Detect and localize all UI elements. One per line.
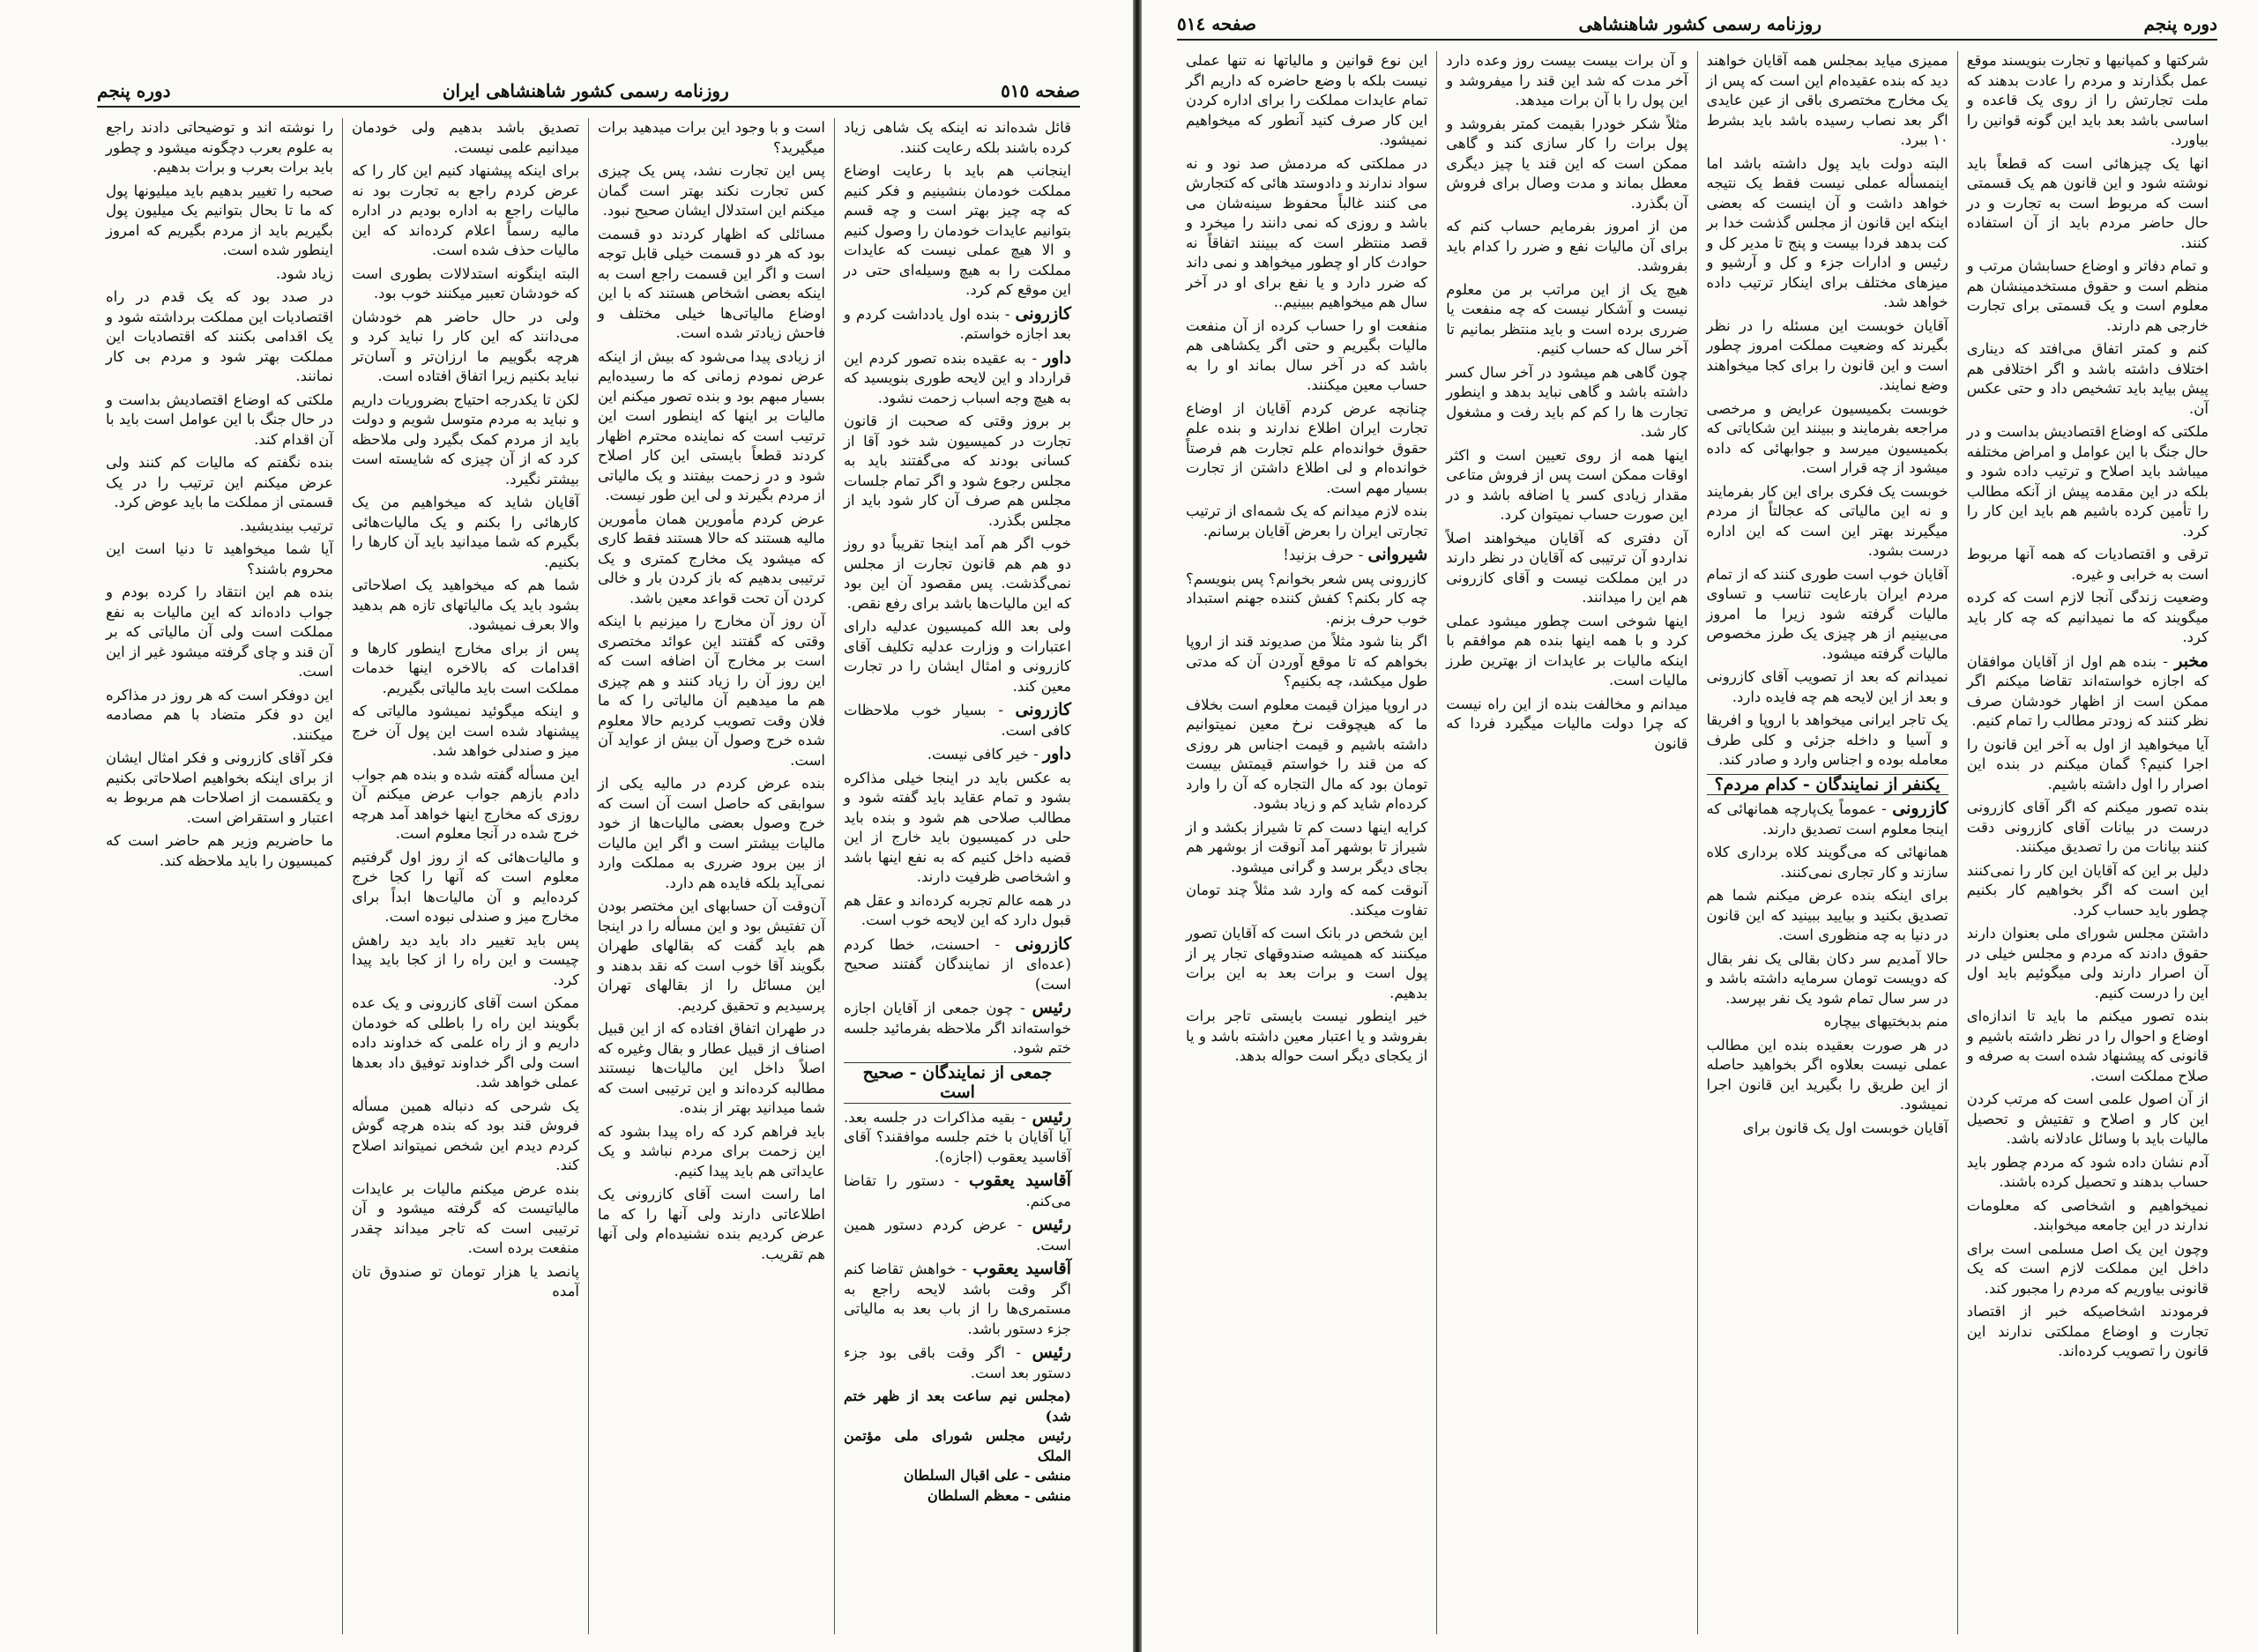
paragraph-text: عموماً یک‌پارچه همانهائی که اینجا معلوم است تصدیق دارند.	[1706, 800, 1948, 837]
text-column	[1957, 51, 2217, 1634]
body-paragraph	[1707, 711, 1948, 770]
body-paragraph	[352, 493, 579, 572]
paragraph-text: از زیادی پیدا می‌شود که بیش از اینکه عرض نمودم زمانی که ما رسیده‌ایم بسیار مبهم بود و بنده تصور میکنم این مالیات بر اینها که اینطور است این ترتیب است که نماینده محترم اظهار کردند قطعاً بایستی این کار اصلاح شود و در زحمت بیفتند و یک مالیاتی از مردم بگیرند و لی این طور نیست.	[598, 347, 825, 503]
paragraph-text: اگر وقت باقی بود جزء دستور بعد است.	[844, 1344, 1071, 1381]
paragraph-text: ممیزی میاید بمجلس همه آقایان خواهند دید که بنده عقیده‌ام این است که پس از یک مخارج مختصری باقی از عین عایدی اگر بعد نصاب رسیده باشد باید بشرط ۱۰ ببرد.	[1706, 52, 1948, 148]
paragraph-text: آقایان خوب است طوری کنند که از تمام مردم ایران بارعایت تناسب و تساوی مالیات گرفته شود زیرا ما امروز می‌بینیم از هر چیزی یک طرز مخصوص مالیات گرفته میشود.	[1706, 565, 1948, 662]
body-paragraph	[1707, 482, 1948, 562]
body-paragraph	[1186, 818, 1427, 878]
book-gutter	[1133, 0, 1142, 1652]
paragraph-text: منفعت او را حساب کرده از آن منفعت مالیات بگیریم و حتی اگر یکشاهی هم باشد که در آخر سال بماند او را به حساب معین میکنند.	[1186, 316, 1428, 393]
body-paragraph	[106, 517, 333, 537]
paragraph-text: نمیدانم که بعد از تصویب آقای کازرونی و بعد از این لایحه هم چه فایده دارد.	[1706, 668, 1948, 705]
body-paragraph	[352, 1179, 579, 1259]
body-paragraph	[1967, 735, 2209, 795]
right-page-title: روزنامه رسمی کشور شاهنشاهی	[1578, 13, 1821, 34]
paragraph-text: خیر اینطور نیست بایستی تاجر برات بفروشد و یا اعتبار معین داشته باشد و یا از یکجای دیگر است حواله بدهد.	[1186, 1008, 1428, 1064]
paragraph-text: در اروپا میزان قیمت معلوم است بخلاف ما که هیچوقت نرخ معین نمیتوانیم داشته باشیم و قیمت اجناس هر روزی که من قند را خواستم قیمتش بیست تومان بود که مال التجاره که آن را وارد کرده‌ام شاید کم و زیاد بشود.	[1186, 696, 1428, 812]
paragraph-text: فکر آقای کازرونی و فکر امثال ایشان از برای اینکه بخواهیم اصلاحاتی بکنیم و یکقسمت از اصلاحات هم مربوط به اعتبار و استقراض است.	[106, 749, 333, 826]
body-paragraph	[598, 1185, 825, 1264]
body-paragraph	[352, 1097, 579, 1176]
paragraph-text: عرض کردم مأمورین همان مأمورین مالیه هستند که حالا هستند فقط کاری که میشود یک مخارج کمتری و یک ترتیبی بدهیم که باز کردن بار و خالی کردن آن تحت قواعد معین باشد.	[598, 510, 825, 606]
body-paragraph	[598, 774, 825, 893]
paragraph-text: چنانچه عرض کردم آقایان از اوضاع تجارت ایران اطلاع ندارند و بنده علم حقوق خوانده‌ام علم تجارت هم فرصتاً خوانده‌ام و لی اطلاع داشتن از تجارت بسیار مهم است.	[1186, 399, 1428, 496]
left-page-volume: دوره پنجم	[97, 80, 171, 101]
body-paragraph	[1446, 363, 1687, 443]
left-page-title: روزنامه رسمی کشور شاهنشاهی ایران	[442, 80, 729, 101]
speaker-name: رئیس	[1032, 1343, 1071, 1362]
body-paragraph	[106, 182, 333, 261]
body-paragraph	[1186, 399, 1427, 499]
body-paragraph	[844, 891, 1071, 931]
body-paragraph	[1707, 1012, 1948, 1032]
speaker-paragraph	[844, 998, 1071, 1059]
speaker-separator: -	[1013, 1000, 1032, 1016]
body-paragraph	[1446, 612, 1687, 691]
speaker-paragraph	[844, 934, 1071, 995]
right-page-volume: دوره پنجم	[2143, 13, 2217, 34]
body-paragraph	[1186, 1007, 1427, 1067]
paragraph-text: نمیخواهیم و اشخاصی که معلومات ندارند در این جامعه میخوابند.	[1966, 1196, 2209, 1233]
body-paragraph	[106, 748, 333, 828]
speaker-separator: -	[956, 1261, 973, 1277]
paragraph-text: پس از برای مخارج اینطور کارها و اقدامات که بالاخره اینها خدمات مملکت است باید مالیاتی بگیریم.	[352, 639, 579, 696]
paragraph-text: البته دولت باید پول داشته باشد اما اینمسأله عملی نیست فقط یک نتیجه خواهد داشت و آن اینست که بعضی اینکه این قانون از مجلس گذشت خدا بر کت بدهد فردا بیست و پنج تا مدیر کل و رئیس و ادارات جزء و کل و آرشیو و میزهای مختلف برای اینکار ترتیب داده خواهد شد.	[1706, 154, 1948, 310]
speaker-separator: -	[1015, 1108, 1032, 1126]
left-page-columns	[97, 118, 1080, 1634]
body-paragraph	[1186, 51, 1427, 151]
paragraph-text: فرمودند اشخاصیکه خبر از اقتصاد تجارت و اوضاع مملکتی ندارند این قانون را تصویب کرده‌اند.	[1966, 1303, 2209, 1359]
body-paragraph	[1967, 861, 2209, 921]
body-paragraph	[1707, 565, 1948, 665]
paragraph-text: آن روز آن مخارج را میزنیم با اینکه وقتی که گفتند این عوائد مختصری است بر مخارج آن اضافه است که این روز آن را زیاد کنند و هم چیزی هم ما میدهیم آن مالیاتی را که ما فلان وقت تصویب کردیم حالا معلوم شده خرج وصول آن بیش از عواید آن است.	[598, 613, 825, 769]
body-paragraph	[1446, 695, 1687, 755]
speaker-paragraph	[844, 1107, 1071, 1168]
body-paragraph	[1446, 217, 1687, 277]
paragraph-text: ولی بعد الله کمیسیون عدلیه دارای اعتبارات و وزارت عدلیه تکلیف آقای کازرونی و امثال ایشان را در تجارت معین کند.	[844, 618, 1071, 695]
speaker-separator: -	[1028, 746, 1043, 763]
paragraph-text: ولی در حال حاضر هم خودشان می‌دانند که این کار را نباید کرد و هرچه بگوییم ما ارزان‌تر و آسان‌تر نباید بکنیم زیرا اتفاق افتاده است.	[352, 308, 579, 384]
paragraph-text: در طهران اتفاق افتاده که از این قبیل اصناف از قبیل عطار و بقال وغیره که اصلاً داخل این مالیات‌ها نیستند مطالبه کرده‌اند و این ترتیبی است که شما میدانید بهتر از بنده.	[598, 1020, 825, 1116]
paragraph-text: آن دفتری که آقایان میخواهند اصلاً نداردو آن ترتیبی که آقایان در نظر دارند در این مملکت نیست و آقای کازرونی هم این را میدانند.	[1446, 529, 1688, 606]
paragraph-text: شما هم که میخواهید یک اصلاحاتی بشود باید یک مالیاتهای تازه هم بدهید والا بعرف نمیشود.	[352, 577, 579, 633]
paragraph-text: اگر بنا شود مثلاً من صدیوند قند از اروپا بخواهم که تا موقع آوردن آن که مدتی طول میکشد، چه بکنیم؟	[1186, 633, 1428, 689]
paragraph-text: اینجانب هم باید با رعایت اوضاع مملکت خودمان بنشینیم و فکر کنیم که چه چیز بهتر است و چه قسم بتوانیم عایدات خودمان را وصول کنیم و الا هیچ عملی نیست که عایدات مملکت را به هیچ وسیله‌ای حتی در این موقع کم کرد.	[844, 162, 1071, 298]
body-paragraph	[1707, 1119, 1948, 1139]
paragraph-text: خوب اگر هم آمد اینجا تقریباً دو روز دو هم هم قانون تجارت از مجلس نمی‌گذشت. پس مقصود آن این بود که این مالیات‌ها باشد برای رفع نقص.	[844, 535, 1071, 612]
paragraph-text: ملکتی که اوضاع اقتصادیش بداست و در حال جنگ با این عوامل است باید با آن اقدام کند.	[106, 391, 333, 448]
speaker-paragraph	[844, 1259, 1071, 1339]
speaker-name: کازرونی	[1892, 799, 1948, 818]
paragraph-text: مسائلی که اظهار کردند دو قسمت بود که هر دو قسمت خیلی قابل توجه است و اگر این قسمت راجع است به اینکه بعضی اشخاص هستند که با این اوضاع مالیاتی‌ها خیلی مختلف و فاحش زیادتر شده است.	[598, 225, 825, 341]
paragraph-text: مثلاً شکر خودرا بقیمت کمتر بفروشد و پول برات را کار سازی کند و گاهی ممکن است که این قند یا چیز دیگری معطل بماند و مدت وصال برای فروش آن بگذرد.	[1446, 115, 1688, 212]
body-paragraph	[352, 765, 579, 845]
speaker-name: آقاسید یعقوب	[969, 1171, 1071, 1190]
text-column	[834, 118, 1080, 1634]
paragraph-text: حرف بزنید!	[1283, 547, 1354, 563]
paragraph-text: دلیل بر این که آقایان این کار را نمی‌کنند این است که اگر بخواهیم کار بکنیم چطور باید حساب کرد.	[1966, 861, 2209, 919]
speaker-name: کازرونی	[1015, 303, 1071, 324]
body-paragraph	[1186, 316, 1427, 396]
paragraph-text: آدم نشان داده شود که مردم چطور باید حساب بدهند و تحصیل کرده باشند.	[1966, 1153, 2209, 1190]
speaker-name: داور	[1042, 744, 1071, 763]
speaker-separator: -	[986, 702, 1016, 718]
speaker-separator: -	[1353, 547, 1368, 563]
speaker-paragraph	[844, 1171, 1071, 1211]
body-paragraph	[1967, 798, 2209, 858]
closing-line: (مجلس نیم ساعت بعد از ظهر ختم شد)	[844, 1388, 1071, 1425]
paragraph-text: آیا میخواهید از اول به آخر این قانون را اجرا کنیم؟ گمان میکنم در بنده این اصرار را اول داشته باشیم.	[1966, 735, 2209, 793]
paragraph-text: در صدد بود که یک قدم در راه اقتصادیات این مملکت برداشته شود و یک اقدامی بکنند که اقتصادیات این مملکت بهتر شود و مردم بی کار نمانند.	[106, 288, 333, 384]
paragraph-text: در همه عالم تجربه کرده‌اند و عقل هم قبول دارد که این لایحه خوب است.	[844, 891, 1071, 928]
paragraph-text: کازرونی پس شعر بخوانم؟ پس بنویسم؟ چه کار بکنم؟ کفش کننده جهنم استبداد خوب حرف بزنم.	[1186, 569, 1428, 627]
body-paragraph	[598, 118, 825, 158]
body-paragraph	[1707, 843, 1948, 882]
body-paragraph	[352, 308, 579, 387]
body-paragraph	[1967, 51, 2209, 151]
text-column	[97, 118, 342, 1634]
paragraph-text: چون گاهی هم میشود در آخر سال کسر داشته باشد و گاهی نباید بدهد و اینطور تجارت ها را کم کم باید رفت و مشغول کار شد.	[1446, 363, 1688, 440]
body-paragraph	[1186, 154, 1427, 313]
body-paragraph	[106, 391, 333, 450]
left-running-head	[97, 76, 1080, 108]
paragraph-text: آن‌وقت آن حسابهای این مختصر بودن آن تفتیش بود و این مسأله را در اینجا هم باید گفت که بقالهای طهران بگویند آقا خوب است که نقد بدهند و این مسائل را از بقالهای تهران پرسیدیم و تحقیق کردیم.	[598, 897, 825, 1014]
paragraph-text: پس باید تغییر داد باید دید راهش چیست و این راه را از کجا باید پیدا کرد.	[352, 931, 579, 988]
body-paragraph	[1707, 399, 1948, 479]
body-paragraph	[1967, 339, 2209, 419]
paragraph-text: چون جمعی از آقایان اجازه خواسته‌اند اگر ملاحظه بفرمائید جلسه ختم شود.	[844, 1000, 1071, 1056]
speaker-paragraph	[1186, 545, 1427, 566]
paragraph-text: وضعیت زندگی آنجا لازم است که کرده میگویند که ما نمیدانیم که چه کار باید کرد.	[1966, 589, 2209, 645]
body-paragraph	[352, 118, 579, 158]
body-paragraph	[1707, 949, 1948, 1009]
body-paragraph	[1967, 1153, 2209, 1193]
body-paragraph	[352, 702, 579, 762]
speaker-paragraph	[844, 700, 1071, 740]
paragraph-text: و اینکه میگوئید نمیشود مالیاتی که پیشنهاد شده است این پول آن خرج میز و صندلی خواهد شد.	[352, 703, 579, 759]
right-running-head	[1177, 9, 2217, 41]
paragraph-text: لکن تا یکدرجه احتیاج بضروریات داریم و نباید به مردم متوسل شویم و دولت باید از مردم کمک بگیرد ولی ملاحظه کرد که از آن چیزی که شایسته است بیشتر نگیرد.	[352, 391, 579, 487]
paragraph-text: حالا آمدیم سر دکان بقالی یک نفر بقال که دویست تومان سرمایه داشته باشد و در سر سال تمام شود یک نفر بپرسد.	[1706, 949, 1948, 1007]
paragraph-text: بنده لازم میدانم که یک شمه‌ای از ترتیب تجارتی ایران را بعرض آقایان برسانم.	[1186, 502, 1428, 540]
body-paragraph	[1186, 569, 1427, 629]
body-paragraph	[1707, 1036, 1948, 1115]
body-paragraph	[352, 576, 579, 636]
body-paragraph	[1967, 154, 2209, 254]
paragraph-text: آنوقت کمه که وارد شد مثلاً چند تومان تفاوت میکند.	[1186, 882, 1428, 919]
speaker-separator: -	[980, 935, 1016, 953]
body-paragraph	[1707, 886, 1948, 946]
body-paragraph	[352, 161, 579, 261]
body-paragraph	[1446, 51, 1687, 111]
paragraph-text: یک شرحی که دنباله همین مسأله فروش قند بود که بنده هرچه گوش کردم دیدم این شخص نمیتواند اصلاح کند.	[352, 1097, 579, 1173]
body-paragraph	[352, 1262, 579, 1302]
paragraph-text: به عکس باید در اینجا خیلی مذاکره بشود و تمام عقاید باید گفته شود و مطالب صلاحی هم شود و بنده باید حلی در کمیسیون باید خارج از این قضیه داخل کنیم که به نفع اینها باشد و اشخاصی ظرفیت دارند.	[844, 769, 1071, 885]
body-paragraph	[598, 347, 825, 506]
speaker-separator: -	[1004, 1344, 1032, 1361]
paragraph-text: بنده تصور میکنم ما باید تا اندازه‌ای اوضاع و احوال را در نظر داشته باشیم و قانونی که پیشنهاد شده است به صرفه و صلاح مملکت است.	[1966, 1008, 2209, 1084]
speaker-name: مخبر	[2174, 651, 2209, 671]
body-paragraph	[598, 510, 825, 609]
paragraph-text: یک تاجر ایرانی میخواهد با اروپا و افریقا و آسیا و داخله جزئی و کلی طرف معامله بوده و اجناس وارد و صادر کند.	[1706, 711, 1948, 768]
speaker-paragraph	[844, 1215, 1071, 1255]
speaker-separator: -	[1025, 349, 1043, 367]
paragraph-text: زیاد شود.	[275, 264, 333, 282]
paragraph-text: تصدیق باشد بدهیم ولی خودمان میدانیم علمی نیست.	[352, 119, 579, 156]
body-paragraph	[106, 540, 333, 579]
body-paragraph	[598, 161, 825, 221]
body-paragraph	[1967, 1302, 2209, 1362]
body-paragraph	[106, 831, 333, 871]
paragraph-text: داشتن مجلس شورای ملی بعنوان دارند حقوق دادند که مردم و مجلس خیلی در آن اصرار دارند ولی میگوئیم باید اول این را درست کنیم.	[1966, 925, 2209, 1001]
body-paragraph	[598, 897, 825, 1016]
body-paragraph	[106, 264, 333, 285]
body-paragraph	[1446, 115, 1687, 214]
body-paragraph	[1446, 446, 1687, 525]
speaker-name: کازرونی	[1015, 934, 1071, 954]
paragraph-text: این دوفکر است که هر روز در مذاکره این دو فکر متضاد با هم مصادمه میکنند.	[106, 686, 333, 743]
body-paragraph	[844, 412, 1071, 531]
paragraph-text: بنده هم اول از آقایان موافقان که اجازه خواسته‌اند تقاضا میکنم اگر ممکن است از اظهار خودشان صرف نظر کنند که زودتر مطالب را تمام کنیم.	[1966, 652, 2209, 729]
paragraph-text: صحبه را تغییر بدهیم باید میلیونها پول که ما تا بحال بتوانیم یک میلیون پول بگیریم باید از مردم بگیریم که امروز اینطور شده است.	[106, 182, 333, 258]
left-page-number: صفحه ٥١٥	[1001, 80, 1080, 101]
body-paragraph	[598, 1019, 825, 1119]
right-page	[1142, 0, 2257, 1652]
body-paragraph	[106, 118, 333, 178]
body-paragraph	[1186, 632, 1427, 692]
paragraph-text: برای اینکه پیشنهاد کنیم این کار را که عرض کردم راجع به تجارت بود نه مالیات راجع به اداره بودیم در اداره مالیه رسماً اعلام کرده‌اند که این مالیات حذف شده است.	[352, 162, 579, 258]
speaker-name: داور	[1042, 347, 1071, 368]
paragraph-text: دستور را تقاضا می‌کنم.	[844, 1172, 1071, 1209]
body-paragraph	[352, 848, 579, 927]
body-paragraph	[352, 264, 579, 304]
paragraph-text: عرض کردم دستور همین است.	[844, 1217, 1071, 1254]
paragraph-text: بقیه مذاکرات در جلسه بعد. آیا آقایان با ختم جلسه موافقند؟ آقای آقاسید یعقوب (اجازه).	[844, 1108, 1071, 1165]
speaker-paragraph	[844, 348, 1071, 409]
body-paragraph	[1186, 696, 1427, 815]
paragraph-text: خواهش تقاضا کنم اگر وقت باشد لایحه راجع به مستمری‌ها را از باب بعد به مالیاتی جزء دستور باشد.	[844, 1261, 1071, 1337]
paragraph-text: است و با وجود این برات میدهید برات میگیرید؟	[598, 119, 825, 156]
body-paragraph	[1707, 51, 1948, 151]
body-paragraph	[598, 225, 825, 344]
paragraph-text: همانهائی که می‌گویند کلاه برداری کلاه سازند و کار تجاری نمی‌کنند.	[1706, 844, 1948, 881]
paragraph-text: اما راست است آقای کازرونی یک اطلاعاتی دارند ولی آنها را که ما عرض کردیم بنده نشنیده‌ام ولی آنها هم تقریب.	[598, 1186, 825, 1262]
paragraph-text: و آن برات بیست بیست روز وعده دارد آخر مدت که شد این قند را میفروشد و این پول را با آن برات میدهد.	[1446, 52, 1688, 108]
body-paragraph	[1707, 154, 1948, 313]
speaker-paragraph	[844, 1343, 1071, 1383]
body-paragraph	[1186, 924, 1427, 1003]
body-paragraph	[1186, 881, 1427, 920]
right-page-columns	[1177, 51, 2217, 1634]
speaker-name: شیروانی	[1367, 545, 1428, 564]
body-paragraph	[844, 769, 1071, 888]
body-paragraph	[1707, 316, 1948, 396]
body-paragraph	[844, 161, 1071, 301]
speaker-name: رئیس	[1032, 1215, 1071, 1234]
body-paragraph	[844, 534, 1071, 614]
body-paragraph	[106, 287, 333, 387]
text-column	[1177, 51, 1436, 1634]
paragraph-text: و مالیات‌هائی که از روز اول گرفتیم معلوم است که آنها را کجا خرج کرده‌ایم و آن مالیات‌ها ابداً برای مخارج میز و صندلی نبوده است.	[352, 848, 579, 925]
paragraph-text: بنده نگفتم که مالیات کم کنند ولی عرض میکنم این ترتیب را در یک قسمتی از مملکت ما باید عوض کرد.	[106, 454, 333, 510]
paragraph-text: من از امروز بفرمایم حساب کنم که برای آن مالیات نفع و ضرر را کدام باید بفروشد.	[1446, 218, 1688, 274]
paragraph-text: کنم و کمتر اتفاق می‌افتد که دیناری اختلاف داشته باشد و اگر اختلافی هم پیش بیاید باید تشخیص داد و حتی عکس آن.	[1966, 340, 2209, 417]
paragraph-text: و تمام دفاتر و اوضاع حسابشان مرتب و منظم است و حقوق مستخدمینشان هم معلوم است و یک قسمتی برای تجارت خارجی هم دارند.	[1966, 257, 2209, 334]
paragraph-text: آقایان شاید که میخواهیم من یک کارهائی را بکنم و یک مالیات‌هائی بگیرم که شما میدانید باید آن کارها را بکنیم.	[352, 494, 579, 570]
paragraph-text: برای اینکه بنده عرض میکنم شما هم تصدیق بکنید و بیایید ببینید که این قانون در دنیا به چه منظوری است.	[1706, 887, 1948, 943]
paragraph-text: آقایان خوبست اول یک قانون برای	[1742, 1119, 1948, 1136]
paragraph-text: خوبست یک فکری برای این کار بفرمایند و نه این مالیاتی که عجالتاً از مردم میگیرند بهتر این است که این اداره درست بشود.	[1706, 482, 1948, 559]
body-paragraph	[1967, 1196, 2209, 1236]
paragraph-text: در هر صورت بعقیده بنده این مطالب عملی نیست بعلاوه اگر بخواهید حاصله از این طریق را بگیرید این قانون اجرا نمیشود.	[1706, 1036, 1948, 1112]
body-paragraph	[1967, 924, 2209, 1003]
closing-line: منشی - علی اقبال السلطان	[903, 1467, 1071, 1484]
speaker-name: رئیس	[1032, 1106, 1071, 1127]
text-column	[342, 118, 588, 1634]
body-paragraph	[352, 639, 579, 699]
body-paragraph	[106, 453, 333, 513]
paragraph-text: شرکتها و کمپانیها و تجارت بنویسند موقع عمل بگذارند و مردم را عادت بدهند که ملت تجارتش را از روی یک قاعده و اساسی باشد بعد باید این گونه قوانین را بیاورد.	[1966, 52, 2209, 148]
paragraph-text: کرایه اینها دست کم تا شیراز بکشد و از شیراز تا بوشهر آمد آنوقت از بوشهر هم بجای دیگر برسد و گرانی میشود.	[1186, 818, 1428, 875]
body-paragraph	[1186, 502, 1427, 541]
paragraph-text: این مسأله گفته شده و بنده هم جواب دادم بازهم جواب عرض میکنم آن روزی که مخارج اینها خواهد آمد هرچه خرج شده در آنجا معلوم است.	[352, 765, 579, 842]
paragraph-text: را نوشته اند و توضیحاتی دادند راجع به علوم بعرب دچگونه میشود و چطور باید برات بعرب و برات بدهیم.	[106, 119, 333, 175]
body-paragraph	[352, 993, 579, 1093]
paragraph-text: ممکن است آقای کازرونی و یک عده بگویند این راه را باطلی که خودمان داریم و از راه علمی که خداوند داده است ولی اگر خداوند توفیق داد بعدها عملی خواهد شد.	[352, 994, 579, 1090]
section-heading: جمعی از نمایندگان - صحیح است	[844, 1062, 1071, 1104]
right-page-number: صفحه ٥١٤	[1177, 13, 1256, 34]
paragraph-text: خوبست بکمیسیون عرایض و مرخصی مراجعه بفرمایند و ببینند این شکایاتی که بکمیسیون میرسد و جوابهائی که داده میشود از چه قرار است.	[1706, 399, 1948, 476]
body-paragraph	[352, 931, 579, 991]
body-paragraph	[1967, 588, 2209, 648]
paragraph-text: باید فراهم کرد که راه پیدا بشود که این زحمت برای مردم نباشد و یک عایداتی هم باید پیدا کنیم.	[598, 1122, 825, 1179]
body-paragraph	[1967, 1239, 2209, 1299]
paragraph-text: البته اینگونه استدلالات بطوری است که خودشان تعبیر میکنند خوب بود.	[352, 264, 579, 301]
speaker-name: آقاسید یعقوب	[972, 1259, 1071, 1278]
paragraph-text: ما حاضریم وزیر هم حاضر است که کمیسیون را باید ملاحظه کند.	[106, 832, 333, 869]
paragraph-text: اینها شوخی است چطور میشود عملی کرد و با همه اینها بنده هم موافقم با اینکه مالیات بر عایدات از بهترین طرز مالیات است.	[1446, 612, 1688, 688]
closing-line: رئیس مجلس شورای ملی مؤتمن الملک	[844, 1427, 1071, 1464]
paragraph-text: پس این تجارت نشد، پس یک چیزی کس تجارت نکند بهتر است گمان میکنم این استدلال ایشان صحیح نبود.	[598, 162, 825, 219]
speaker-paragraph	[1707, 799, 1948, 839]
body-paragraph	[352, 391, 579, 490]
body-paragraph	[1967, 257, 2209, 336]
speaker-name: رئیس	[1032, 998, 1071, 1017]
paragraph-text: بنده تصور میکنم که اگر آقای کازرونی درست در بیانات آقای کازرونی دقت کنند بیانات من را تصدیق میکنند.	[1966, 799, 2209, 855]
paragraph-text: به عقیده بنده تصور کردم این قرارداد و این لایحه طوری بنویسید که به هیچ وجه اسباب زحمت نشود.	[844, 349, 1071, 406]
paragraph-text: این نوع قوانین و مالیاتها نه تنها عملی نیست بلکه با وضع حاضره که داریم اگر تمام عایدات مملکت را برای اداره کردن این کار صرف کنید آنطور که میخواهیم نمیشود.	[1186, 52, 1428, 148]
body-paragraph	[1446, 280, 1687, 360]
body-paragraph	[106, 583, 333, 682]
body-paragraph	[1707, 667, 1948, 707]
paragraph-text: احسنت، خطا کردم (عده‌ای از نمایندگان گفتند صحیح است)	[844, 935, 1071, 993]
paragraph-text: آقایان خوبست این مسئله را در نظر بگیرند که وضعیت مملکت امروز چطور است و این قانون را برای کجا میخواهند وضع نمایند.	[1706, 316, 1948, 393]
speaker-name: کازرونی	[1015, 700, 1071, 719]
body-paragraph	[106, 686, 333, 746]
body-paragraph	[1446, 529, 1687, 608]
paragraph-text: بنده عرض کردم در مالیه یکی از سوابقی که حاصل است آن است که خرج وصول بعضی مالیات‌ها از خود مالیات بیشتر است و اگر این مالیات از بین برود ضرری به مملکت وارد نمی‌آید بلکه فایده هم دارد.	[598, 775, 825, 891]
paragraph-text: آیا شما میخواهید تا دنیا است این محروم باشند؟	[106, 540, 333, 577]
paragraph-text: این شخص در بانک است که آقایان تصور میکنند که همیشه صندوقهای تجار پر از پول است و برات بعد به این برات بدهیم.	[1186, 925, 1428, 1001]
speaker-paragraph	[1967, 651, 2209, 732]
speaker-separator: -	[944, 1172, 969, 1189]
paragraph-text: منم بدبختیهای بیچاره	[1823, 1013, 1948, 1030]
session-closing	[844, 1387, 1071, 1506]
paragraph-text: بر بروز وقتی که صحبت از قانون تجارت در کمیسیون شد خود آقا از کسانی بودند که می‌گفتند باید به مجلس رجوع شود و اگر تمام جلسات مجلس هم صرف آن کار شود باید از مجلس بگذرد.	[844, 413, 1071, 529]
speaker-paragraph	[844, 744, 1071, 765]
paragraph-text: هیچ یک از این مراتب بر من معلوم نیست و آشکار نیست که چه منفعت یا ضرری برده است و باید منتظر بمانیم تا آخر سال که حساب کنیم.	[1446, 280, 1688, 357]
section-heading: یکنفر از نمایندگان - کدام مردم؟	[1707, 774, 1948, 796]
speaker-separator: -	[2156, 652, 2175, 670]
paragraph-text: بسیار خوب ملاحظات کافی است.	[844, 702, 1071, 739]
paragraph-text: ترتیب بیندیشید.	[239, 517, 333, 534]
body-paragraph	[1967, 422, 2209, 541]
text-column	[1697, 51, 1957, 1634]
paragraph-text: انها یک چیزهائی است که قطعاً باید نوشته شود و این قانون هم یک قسمتی است که مربوط است به تجارت و در حال حاضر مردم باید از آن استفاده کنند.	[1966, 154, 2209, 251]
paragraph-text: وچون این یک اصل مسلمی است برای داخل این مملکت لازم است که یک قانونی بیاوریم که مردم را مجبور کند.	[1966, 1239, 2209, 1297]
paragraph-text: بنده اول یادداشت کردم و بعد اجازه خواستم.	[844, 305, 1071, 342]
body-paragraph	[1967, 545, 2209, 584]
paragraph-text: قائل شده‌اند نه اینکه یک شاهی زیاد کرده باشند بلکه رعایت کنند.	[844, 119, 1071, 156]
paragraph-text: پانصد یا هزار تومان تو صندوق تان آمده	[352, 1262, 579, 1299]
speaker-paragraph	[844, 304, 1071, 345]
paragraph-text: ملکتی که اوضاع اقتصادیش بداست و در حال جنگ با این عوامل و امراض مختلفه میباشد باید اصلاح و ترتیب داده شود و بلکه در این مقدمه پیش از آنکه مطالب را تأمین کرده باشیم هم باید این کار را کرد.	[1966, 423, 2209, 540]
paragraph-text: بنده هم این انتقاد را کرده بودم و جواب داده‌اند که این مالیات به نفع مملکت است ولی آن مالیاتی که بر آن قند و چای گرفته میشود غیر از این است.	[106, 584, 333, 680]
paragraph-text: از آن اصول علمی است که مرتب کردن این کار و اصلاح و تفتیش و تحصیل مالیات باید با وسائل عادلانه باشد.	[1966, 1090, 2209, 1147]
speaker-separator: -	[1875, 800, 1893, 817]
paragraph-text: بنده عرض میکنم مالیات بر عایدات مالیاتیست که گرفته میشود و آن ترتیبی است که تاجر میداند چقدر منفعت برده است.	[352, 1179, 579, 1256]
body-paragraph	[598, 612, 825, 770]
body-paragraph	[844, 118, 1071, 158]
paragraph-text: خیر کافی نیست.	[927, 746, 1029, 763]
text-column	[588, 118, 834, 1634]
paragraph-text: میدانم و مخالفت بنده از این راه نیست که چرا دولت مالیات میگیرد فردا که قانون	[1446, 695, 1688, 752]
body-paragraph	[1967, 1090, 2209, 1150]
body-paragraph	[598, 1122, 825, 1182]
speaker-separator: -	[1007, 1217, 1032, 1233]
closing-line: منشی - معظم السلطان	[927, 1486, 1071, 1504]
paragraph-text: در مملکتی که مردمش صد نود و نه سواد ندارند و دادوستد هائی که کتجارش می کنند غالباً محفوظ سینه‌شان می باشد و روزی که نمی دانند را میخرد و قصد منتظر است که ببینند اتفاقاً نه حوادث کار او چطور میخواهد و نمی داند که ضرر دارد و یا نفع برای او در آخر سال هم میخواهیم ببینیم..	[1186, 154, 1428, 310]
body-paragraph	[844, 617, 1071, 696]
speaker-separator: -	[999, 305, 1016, 323]
body-paragraph	[1967, 1007, 2209, 1086]
paragraph-text: ترقی و اقتصادیات که همه آنها مربوط است به خرابی و غیره.	[1966, 546, 2209, 583]
paragraph-text: اینها همه از روی تعیین است و اکثر اوقات ممکن است پس از فروش متاعی مقدار زیادی کسر یا اضافه باشد و در این صورت حساب نمیتوان کرد.	[1446, 446, 1688, 523]
text-column	[1436, 51, 1696, 1634]
